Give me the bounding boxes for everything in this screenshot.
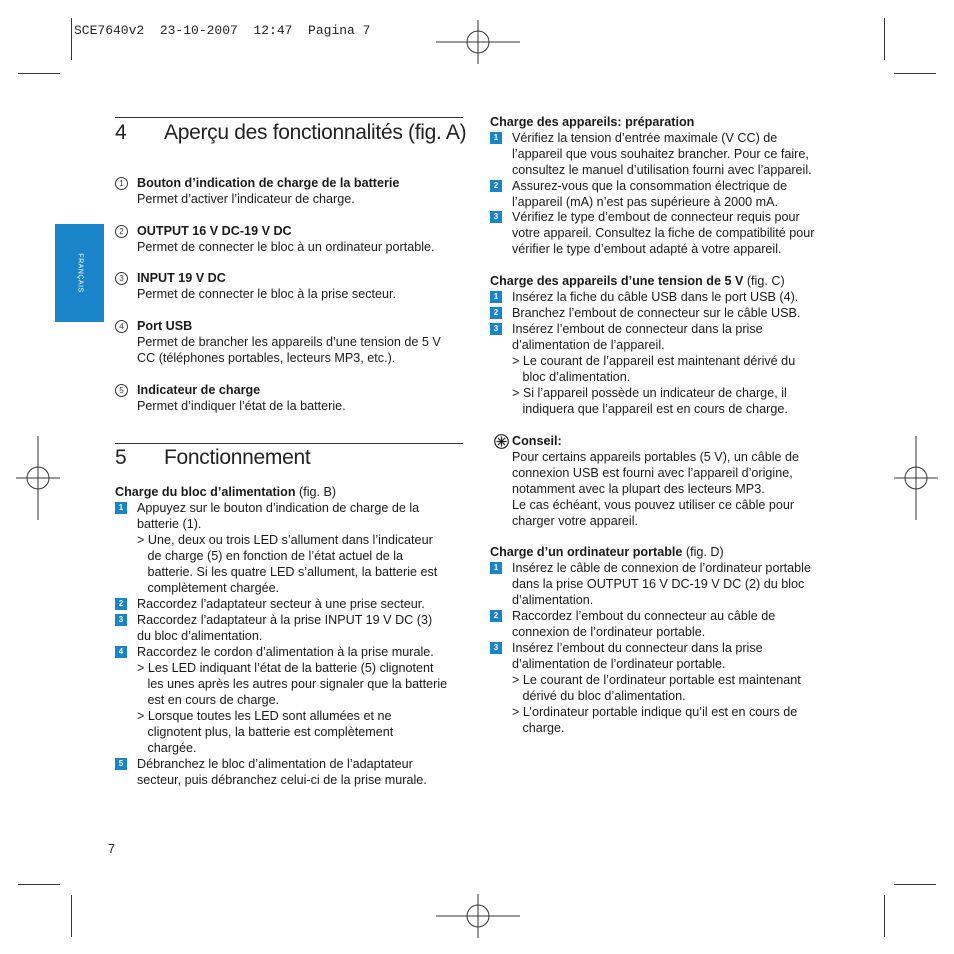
step-text: secteur, puis débranchez celui-ci de la prise murale. <box>137 773 427 787</box>
tip-heading: Conseil: <box>512 434 562 448</box>
step-text: Raccordez l’embout du connecteur au câble de <box>512 609 776 623</box>
step-result: clignotent plus, la batterie est complètement <box>137 725 394 739</box>
feature-desc-5: Permet d’indiquer l’état de la batterie. <box>137 399 346 413</box>
laptop-badge-1: 1 <box>490 562 502 574</box>
charge5v-badge-3: 3 <box>490 323 502 335</box>
step-result: > Le courant de l’ordinateur portable est maintenant <box>512 673 801 687</box>
charge5v-badge-1: 1 <box>490 291 502 303</box>
step-result: batterie. Si les quatre LED s’allument, la batterie est <box>137 565 438 579</box>
feature-title-3: INPUT 19 V DC <box>137 271 226 285</box>
step-text: d’alimentation. <box>512 593 594 607</box>
tip-line: connexion USB est fourni avec l’appareil d’origine, <box>512 466 793 480</box>
feature-desc-2: Permet de connecter le bloc à un ordinateur portable. <box>137 240 435 254</box>
step-result: > Lorsque toutes les LED sont allumées et ne <box>137 709 392 723</box>
feature-number-2: 2 <box>115 225 128 238</box>
tip-line: Pour certains appareils portables (5 V), un câble de <box>512 450 800 464</box>
step-text: Insérez l’embout du connecteur dans la prise <box>512 641 763 655</box>
feature-number-1: 1 <box>115 177 128 190</box>
step-result: de charge (5) en fonction de l’état actuel de la <box>137 549 404 563</box>
step-result: > Le courant de l’appareil est maintenant dérivé du <box>512 354 796 368</box>
charge5v-badge-2: 2 <box>490 307 502 319</box>
step-text: Débranchez le bloc d’alimentation de l’adaptateur <box>137 757 413 771</box>
step-text: Raccordez le cordon d’alimentation à la prise murale. <box>137 645 434 659</box>
feature-desc-4b: CC (téléphones portables, lecteurs MP3, etc.). <box>137 351 396 365</box>
registration-mark-bottom <box>436 894 520 938</box>
step-result: est en cours de charge. <box>137 693 280 707</box>
prep-heading: Charge des appareils: préparation <box>490 115 695 129</box>
feature-title-2: OUTPUT 16 V DC-19 V DC <box>137 224 292 238</box>
registration-mark-top <box>436 20 520 64</box>
step-badge-4: 4 <box>115 646 127 658</box>
step-result: indiquera que l’appareil est en cours de charge. <box>512 402 788 416</box>
step-result: > Si l’appareil possède un indicateur de charge, il <box>512 386 787 400</box>
step-text: Vérifiez la tension d’entrée maximale (V CC) de <box>512 131 778 145</box>
feature-desc-4a: Permet de brancher les appareils d’une tension de 5 V <box>137 335 441 349</box>
section5-subhead-title: Charge du bloc d’alimentation <box>115 485 296 499</box>
step-result: > L’ordinateur portable indique qu’il est en cours de <box>512 705 798 719</box>
step-badge-5: 5 <box>115 758 127 770</box>
step-result: charge. <box>512 721 565 735</box>
feature-title-4: Port USB <box>137 319 193 333</box>
section4-rule <box>115 117 463 118</box>
feature-title-5: Indicateur de charge <box>137 383 261 397</box>
step-badge-3: 3 <box>115 614 127 626</box>
step-text: Insérez le câble de connexion de l’ordinateur portable <box>512 561 811 575</box>
prep-badge-2: 2 <box>490 180 502 192</box>
step-text: Raccordez l’adaptateur secteur à une prise secteur. <box>137 597 425 611</box>
registration-mark-right <box>894 436 938 520</box>
step-result: complètement chargée. <box>137 581 280 595</box>
laptop-badge-2: 2 <box>490 610 502 622</box>
section4-title: Aperçu des fonctionnalités (fig. A) <box>164 121 467 144</box>
step-result: > Les LED indiquant l’état de la batterie (5) clignotent <box>137 661 434 675</box>
feature-number-5: 5 <box>115 384 128 397</box>
print-slug-header: SCE7640v2 23-10-2007 12:47 Pagina 7 <box>74 23 371 38</box>
step-text: du bloc d’alimentation. <box>137 629 263 643</box>
step-text: connexion de l’ordinateur portable. <box>512 625 706 639</box>
step-text: vérifier le type d’embout adapté à votre appareil. <box>512 242 782 256</box>
step-text: votre appareil. Consultez la fiche de compatibilité pour <box>512 226 815 240</box>
page-number: 7 <box>108 842 116 856</box>
step-result: > Une, deux ou trois LED s’allument dans l’indicateur <box>137 533 433 547</box>
feature-number-3: 3 <box>115 272 128 285</box>
tip-line: Le cas échéant, vous pouvez utiliser ce câble pour <box>512 498 795 512</box>
step-result: bloc d’alimentation. <box>512 370 631 384</box>
step-text: batterie (1). <box>137 517 202 531</box>
section5-subhead-fig: (fig. B) <box>295 485 337 499</box>
step-result: chargée. <box>137 741 197 755</box>
step-text: Insérez l’embout de connecteur dans la prise <box>512 322 763 336</box>
step-text: d’alimentation de l’ordinateur portable. <box>512 657 726 671</box>
step-text: Assurez-vous que la consommation électrique de <box>512 179 788 193</box>
step-result: dérivé du bloc d’alimentation. <box>512 689 686 703</box>
step-result: les unes après les autres pour signaler que la batterie <box>137 677 448 691</box>
laptop-badge-3: 3 <box>490 642 502 654</box>
section5-rule <box>115 443 463 444</box>
prep-badge-3: 3 <box>490 211 502 223</box>
tip-icon <box>494 434 509 449</box>
registration-mark-left <box>16 436 60 520</box>
section4-number: 4 <box>115 121 127 144</box>
prep-badge-1: 1 <box>490 132 502 144</box>
section5-subhead <box>115 484 336 500</box>
tip-line: notamment avec la plupart des lecteurs MP3. <box>512 482 765 496</box>
step-text: l’appareil (mA) n’est pas supérieure à 2000 mA. <box>512 195 778 209</box>
step-text: Raccordez l’adaptateur à la prise INPUT 19 V DC (3) <box>137 613 433 627</box>
tip-line: charger votre appareil. <box>512 514 639 528</box>
step-text: Insérez la fiche du câble USB dans le port USB (4). <box>512 290 799 304</box>
feature-number-4: 4 <box>115 320 128 333</box>
laptop-heading <box>490 544 724 560</box>
step-text: Vérifiez le type d’embout de connecteur requis pour <box>512 210 800 224</box>
section5-number: 5 <box>115 446 127 469</box>
step-text: d’alimentation de l’appareil. <box>512 338 665 352</box>
step-text: consultez le manuel d’utilisation fourni avec l’appareil. <box>512 163 812 177</box>
feature-title-1: Bouton d’indication de charge de la batterie <box>137 176 400 190</box>
charge5v-fig: (fig. C) <box>743 274 785 288</box>
laptop-fig: (fig. D) <box>682 545 724 559</box>
step-text: Appuyez sur le bouton d’indication de charge de la <box>137 501 420 515</box>
language-tab-label: FRANÇAIS <box>76 253 83 293</box>
step-text: dans la prise OUTPUT 16 V DC-19 V DC (2) du bloc <box>512 577 805 591</box>
section5-title: Fonctionnement <box>164 446 311 469</box>
charge5v-heading <box>490 273 785 289</box>
feature-desc-1: Permet d’activer l’indicateur de charge. <box>137 192 355 206</box>
step-text: Branchez l’embout de connecteur sur le câble USB. <box>512 306 801 320</box>
laptop-title: Charge d’un ordinateur portable <box>490 545 683 559</box>
charge5v-title: Charge des appareils d’une tension de 5 V <box>490 274 744 288</box>
feature-desc-3: Permet de connecter le bloc à la prise secteur. <box>137 287 397 301</box>
language-tab <box>55 224 104 322</box>
step-text: l’appareil que vous souhaitez brancher. Pour ce faire, <box>512 147 809 161</box>
step-badge-2: 2 <box>115 598 127 610</box>
step-badge-1: 1 <box>115 502 127 514</box>
